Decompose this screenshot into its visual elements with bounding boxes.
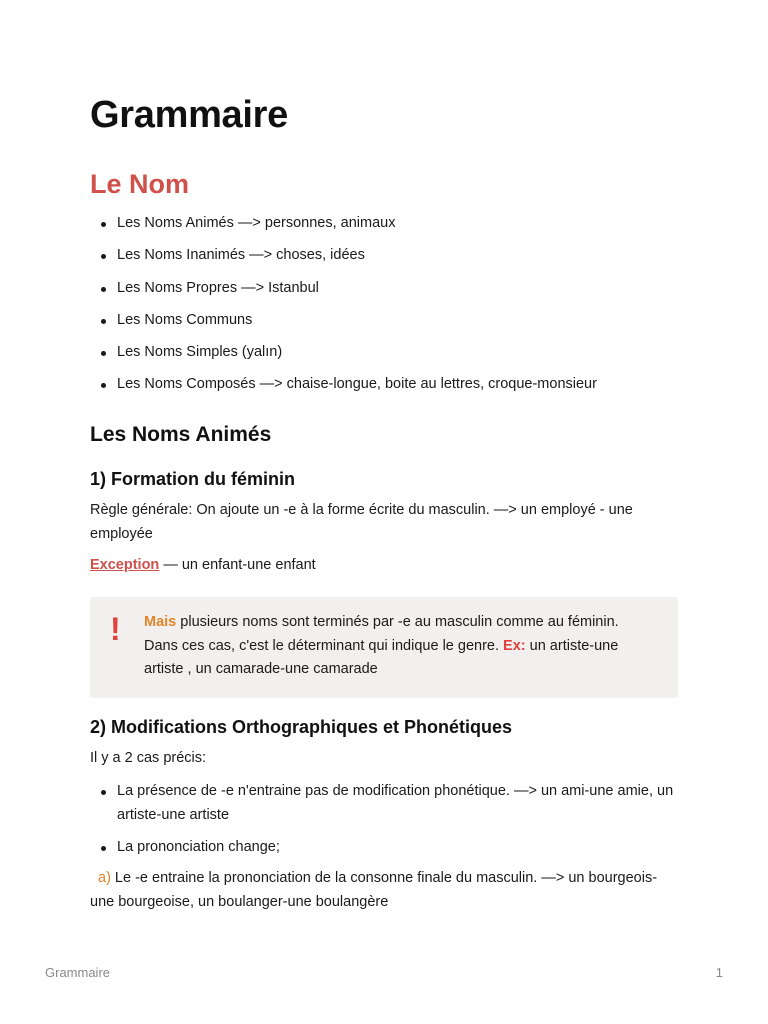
list-item: Les Noms Communs	[90, 309, 680, 333]
list-item: Les Noms Simples (yalın)	[90, 341, 680, 365]
exclamation-icon: !	[110, 611, 121, 647]
exception-label: Exception	[90, 557, 160, 573]
exception-text: — un enfant-une enfant	[159, 557, 316, 573]
list-item: La présence de -e n'entraine pas de modification phonétique. —> un ami-une amie, un artiste-une artiste	[90, 780, 680, 827]
ex-label: Ex:	[503, 637, 526, 654]
cases-list	[90, 780, 680, 868]
exception-paragraph	[90, 554, 316, 578]
page-number: 1	[715, 965, 723, 980]
list-item: Les Noms Inanimés —> choses, idées	[90, 244, 680, 268]
section-title: Le Nom	[90, 169, 190, 199]
callout-text-part1: plusieurs noms sont terminés par -e au masculin comme au féminin. Dans ces cas, c'est le déterminant qui indique le genre.	[144, 614, 619, 654]
callout-text	[144, 611, 654, 682]
list-item: Les Noms Propres —> Istanbul	[90, 277, 680, 301]
sub-case-a-text: Le -e entraine la prononciation de la consonne finale du masculin. —> un bourgeois-une bourgeoise, un boulanger-une boulangère	[90, 870, 658, 910]
modifications-heading: 2) Modifications Orthographiques et Phonétiques	[90, 717, 513, 737]
mais-label: Mais	[144, 614, 177, 630]
general-rule-paragraph: Règle générale: On ajoute un -e à la forme écrite du masculin. —> un employé - une employée	[90, 502, 633, 542]
list-item: Les Noms Animés —> personnes, animaux	[90, 212, 680, 236]
warning-callout	[90, 597, 678, 698]
sub-case-a-label: a)	[98, 870, 111, 886]
formation-heading: 1) Formation du féminin	[90, 469, 295, 489]
sub-case-a-paragraph	[90, 867, 680, 914]
subsection-title: Les Noms Animés	[90, 423, 272, 446]
noun-types-list	[90, 212, 680, 406]
document-title: Grammaire	[90, 94, 288, 136]
list-item: Les Noms Composés —> chaise-longue, boite au lettres, croque-monsieur	[90, 373, 680, 397]
cases-intro: Il y a 2 cas précis:	[90, 750, 207, 766]
list-item: La prononciation change;	[90, 836, 680, 860]
footer-title: Grammaire	[45, 965, 111, 980]
callout-text-part2: un artiste-une artiste , un camarade-une camarade	[144, 637, 619, 677]
